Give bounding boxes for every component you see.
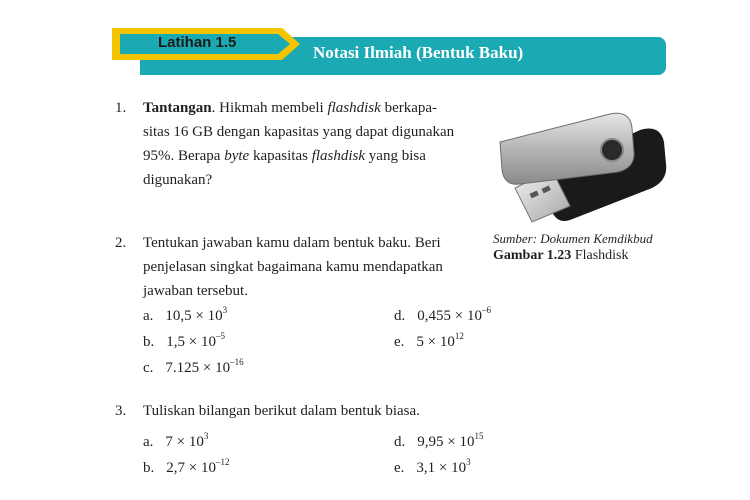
section-title: Notasi Ilmiah (Bentuk Baku) [313, 43, 524, 62]
question-2-line-3: jawaban tersebut. [143, 283, 248, 299]
question-1-line-2: sitas 16 GB dengan kapasitas yang dapat digunakan [143, 124, 455, 140]
question-1-line-3: 95%. Berapa byte kapasitas flashdisk yang bisa [143, 148, 426, 164]
figure-source: Sumber: Dokumen Kemdikbud [493, 231, 653, 246]
question-1-line-4: digunakan? [143, 172, 213, 188]
figure-caption: Gambar 1.23 Flashdisk [493, 248, 629, 263]
flashdisk-image [490, 102, 670, 226]
q3-option-e: e. $3,1 \times 10^3$ [394, 457, 471, 476]
q2-option-c: c. $7.125 \times 10^{-16}$ [143, 357, 244, 376]
latihan-label: Latihan 1.5 [158, 34, 237, 51]
question-1-number: 1. [115, 100, 127, 116]
question-2-line-2: penjelasan singkat bagaimana kamu mendapatkan [143, 259, 443, 275]
q3-option-b: b. $2,7 \times 10^{-12}$ [143, 457, 230, 476]
q2-option-b: b. $1,5 \times 10^{-5}$ [143, 331, 225, 350]
question-3-line-1: Tuliskan bilangan berikut dalam bentuk biasa. [143, 403, 420, 419]
q2-option-d: d. $0,455 \times 10^{-6}$ [394, 305, 491, 324]
question-2-number: 2. [115, 235, 127, 251]
q2-option-e: e. $5 \times 10^{12}$ [394, 331, 464, 350]
question-3-number: 3. [115, 403, 127, 419]
q2-option-a: a. $10,5 \times 10^3$ [143, 305, 228, 324]
question-1-line-1: Tantangan. Hikmah membeli flashdisk berkapa- [143, 100, 438, 116]
q3-option-d: d. $9,95 \times 10^{15}$ [394, 431, 484, 450]
q3-option-a: a. $7 \times 10^3$ [143, 431, 209, 450]
question-2-line-1: Tentukan jawaban kamu dalam bentuk baku. Beri [143, 235, 441, 251]
